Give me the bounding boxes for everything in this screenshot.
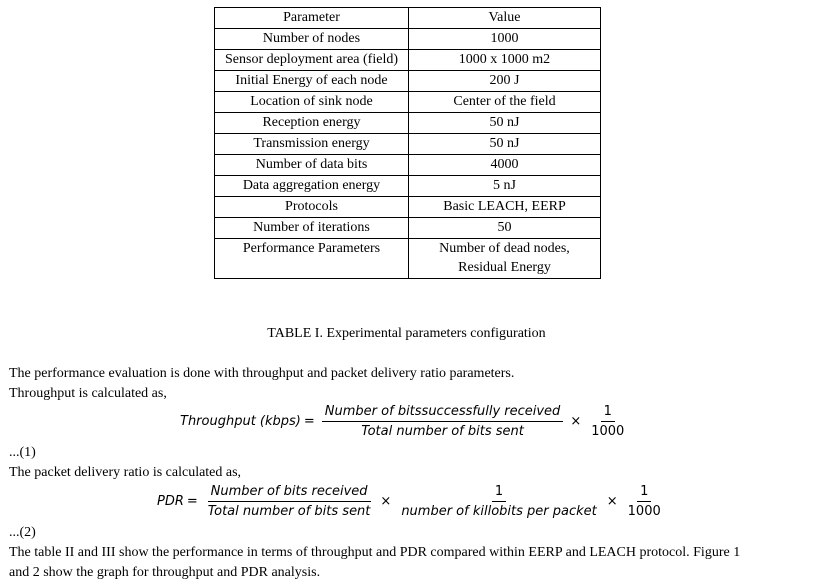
cell-parameter: Reception energy — [215, 113, 409, 134]
eq1-fraction-main — [322, 403, 564, 440]
eq2-fraction-scale — [625, 483, 664, 520]
throughput-equation — [180, 403, 631, 440]
eq2-lhs: PDR — [157, 494, 184, 509]
paragraph-pdr-intro: The packet delivery ratio is calculated as, — [9, 465, 242, 480]
cell-parameter: Performance Parameters — [215, 239, 409, 279]
pdr-equation — [157, 483, 668, 520]
cell-parameter: Protocols — [215, 197, 409, 218]
eq2-scale-numerator: 1 — [637, 483, 651, 502]
eq1-equals: = — [303, 414, 315, 429]
parameters-table-body — [215, 8, 601, 279]
table-header-row — [215, 8, 601, 29]
eq2-scale-denominator: 1000 — [627, 504, 661, 519]
cell-value: Number of dead nodes, Residual Energy — [409, 239, 601, 279]
paragraph-results-line-1: The table II and III show the performance in terms of throughput and PDR compared within EERP and LEACH protocol. Figure 1 — [9, 545, 741, 560]
eq1-denominator: Total number of bits sent — [361, 424, 524, 439]
paragraph-results-line-2: and 2 show the graph for throughput and PDR analysis. — [9, 565, 321, 580]
table-row — [215, 176, 601, 197]
header-parameter: Parameter — [215, 8, 409, 29]
table-caption: TABLE I. Experimental parameters configuration — [267, 326, 546, 341]
cell-parameter: Data aggregation energy — [215, 176, 409, 197]
cell-value: 50 — [409, 218, 601, 239]
eq2-numerator: Number of bits received — [208, 483, 371, 502]
eq1-scale-numerator: 1 — [601, 403, 615, 422]
table-row — [215, 134, 601, 155]
eq2-fraction-main — [205, 483, 374, 520]
cell-value: Basic LEACH, EERP — [409, 197, 601, 218]
table-row — [215, 197, 601, 218]
table-row — [215, 239, 601, 279]
eq1-numerator: Number of bitssuccessfully received — [322, 403, 564, 422]
cell-value: 4000 — [409, 155, 601, 176]
cell-value: Center of the field — [409, 92, 601, 113]
eq2-kilobits-numerator: 1 — [492, 483, 506, 502]
cell-parameter: Sensor deployment area (field) — [215, 50, 409, 71]
paragraph-performance-evaluation: The performance evaluation is done with throughput and packet delivery ratio parameters. — [9, 366, 515, 381]
table-row — [215, 50, 601, 71]
table-row — [215, 113, 601, 134]
cell-value: 200 J — [409, 71, 601, 92]
eq2-fraction-kilobits — [398, 483, 599, 520]
cell-parameter: Number of nodes — [215, 29, 409, 50]
paragraph-throughput-intro: Throughput is calculated as, — [9, 386, 167, 401]
table-row — [215, 92, 601, 113]
eq2-times-2: × — [606, 494, 618, 509]
cell-value: 1000 x 1000 m2 — [409, 50, 601, 71]
eq2-times-1: × — [380, 494, 392, 509]
eq1-fraction-scale — [588, 403, 627, 440]
cell-value: 1000 — [409, 29, 601, 50]
cell-value: 50 nJ — [409, 113, 601, 134]
cell-parameter: Number of iterations — [215, 218, 409, 239]
table-row — [215, 218, 601, 239]
parameters-table — [214, 7, 601, 279]
eq2-denominator: Total number of bits sent — [207, 504, 371, 519]
header-value: Value — [409, 8, 601, 29]
cell-parameter: Number of data bits — [215, 155, 409, 176]
cell-value: 5 nJ — [409, 176, 601, 197]
eq1-scale-denominator: 1000 — [591, 424, 625, 439]
cell-value: 50 nJ — [409, 134, 601, 155]
table-row — [215, 71, 601, 92]
eq2-kilobits-denominator: number of killobits per packet — [401, 504, 597, 519]
eq2-equals: = — [186, 494, 198, 509]
eq1-lhs: Throughput (kbps) — [180, 414, 301, 429]
eq1-times: × — [570, 414, 582, 429]
equation-2-label: ...(2) — [9, 525, 36, 540]
equation-1-label: ...(1) — [9, 445, 36, 460]
cell-parameter: Transmission energy — [215, 134, 409, 155]
table-row — [215, 29, 601, 50]
cell-parameter: Initial Energy of each node — [215, 71, 409, 92]
table-row — [215, 155, 601, 176]
cell-parameter: Location of sink node — [215, 92, 409, 113]
